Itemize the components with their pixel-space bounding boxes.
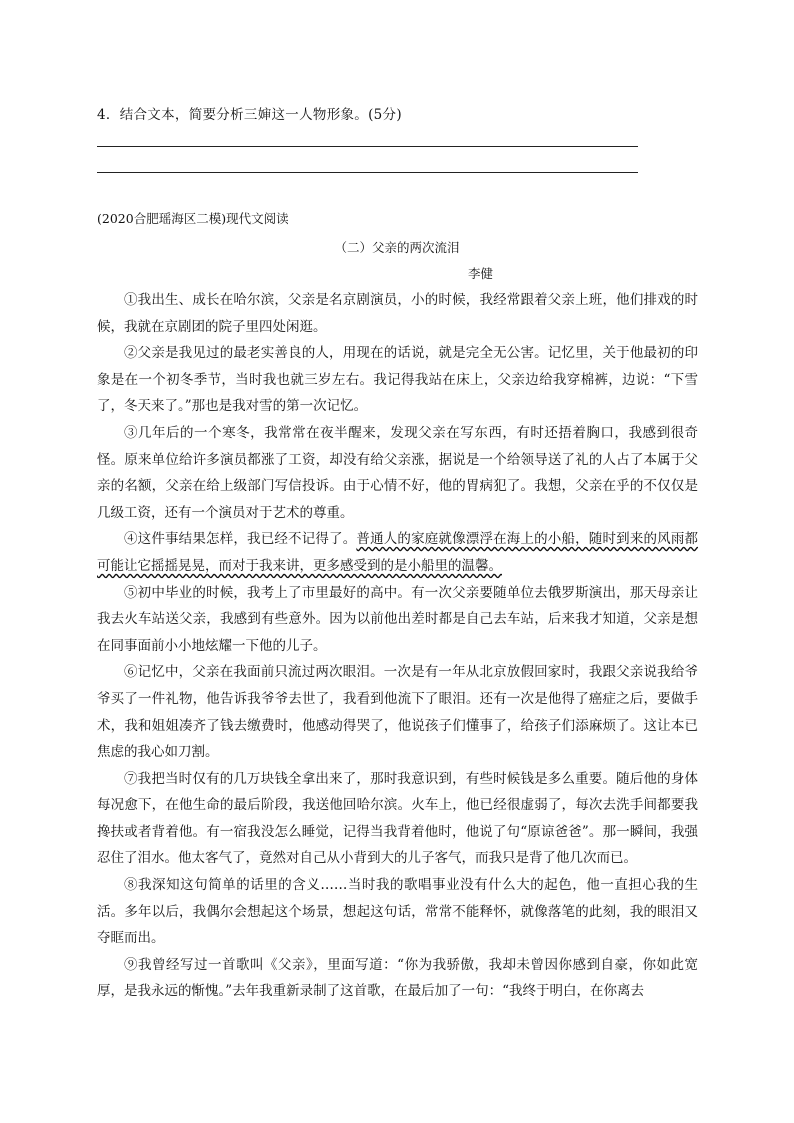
paragraph-4: [97, 526, 698, 579]
answer-line-1[interactable]: [97, 146, 638, 147]
question-4: 4．结合文本，简要分析三婶这一人物形象。(5分): [97, 107, 402, 123]
paragraph-2: ②父亲是我见过的最老实善良的人，用现在的话说，就是完全无公害。记忆里，关于他最初的印象是在一个初冬季节，当时我也就三岁左右。我记得我站在床上，父亲边给我穿棉裤，边说：“下雪了，冬天来了。”那也是我对雪的第一次记忆。: [97, 345, 698, 415]
paragraph-3: ③几年后的一个寒冬，我常常在夜半醒来，发现父亲在写东西，有时还捂着胸口，我感到很奇怪。原来单位给许多演员都涨了工资，却没有给父亲涨，据说是一个给领导送了礼的人占了本属于父亲的名额，父亲在给上级部门写信投诉。由于心情不好，他的胃病犯了。我想，父亲在乎的不仅仅是几级工资，还有一个演员对于艺术的尊重。: [97, 424, 698, 521]
paragraph-6: ⑥记忆中，父亲在我面前只流过两次眼泪。一次是有一年从北京放假回家时，我跟父亲说我给爷爷买了一件礼物，他告诉我爷爷去世了，我看到他流下了眼泪。还有一次是他得了癌症之后，要做手术，我和姐姐凑齐了钱去缴费时，他感动得哭了，他说孩子们懂事了，给孩子们添麻烦了。这让本已焦虑的我心如刀割。: [97, 664, 698, 761]
passage-body: [97, 287, 698, 1005]
paragraph-5: ⑤初中毕业的时候，我考上了市里最好的高中。有一次父亲要随单位去俄罗斯演出，那天母亲让我去火车站送父亲，我感到有些意外。因为以前他出差时都是自己去车站，后来我才知道，父亲是想在同事面前小小地炫耀一下他的儿子。: [97, 584, 698, 654]
paragraph-7: ⑦我把当时仅有的几万块钱全拿出来了，那时我意识到，有些时候钱是多么重要。随后他的身体每况愈下，在他生命的最后阶段，我送他回哈尔滨。火车上，他已经很虚弱了，每次去洗手间都要我搀扶或者背着他。有一宿我没怎么睡觉，记得当我背着他时，他说了句“原谅爸爸”。那一瞬间，我强忍住了泪水。他太客气了，竟然对自己从小背到大的儿子客气，而我只是背了他几次而已。: [97, 770, 698, 867]
paragraph-4-intro: ④这件事结果怎样，我已经不记得了。: [124, 531, 357, 548]
passage-title: （二）父亲的两次流泪: [334, 240, 460, 255]
answer-line-2[interactable]: [97, 172, 638, 173]
passage-source: (2020合肥瑶海区二模)现代文阅读: [97, 211, 289, 226]
underlined-sentence: 普通人的家庭就像漂浮在海上的小船，随时到来的风雨都可能让它摇摇晃晃，而对于我来讲，更多感受到的是小船里的温馨。: [97, 531, 699, 574]
paragraph-1: ①我出生、成长在哈尔滨，父亲是名京剧演员，小的时候，我经常跟着父亲上班，他们排戏的时候，我就在京剧团的院子里四处闲逛。: [97, 292, 698, 335]
passage-author: 李健: [468, 266, 494, 281]
paragraph-8: ⑧我深知这句简单的话里的含义……当时我的歌唱事业没有什么大的起色，他一直担心我的生活。多年以后，我偶尔会想起这个场景，想起这句话，常常不能释怀，就像落笔的此刻，我的眼泪又夺眶而出。: [97, 877, 698, 947]
paragraph-9: ⑨我曾经写过一首歌叫《父亲》，里面写道：“你为我骄傲，我却未曾因你感到自豪，你如此宽厚，是我永远的惭愧。”去年我重新录制了这首歌，在最后加了一句：“我终于明白，在你离去: [97, 956, 698, 1000]
